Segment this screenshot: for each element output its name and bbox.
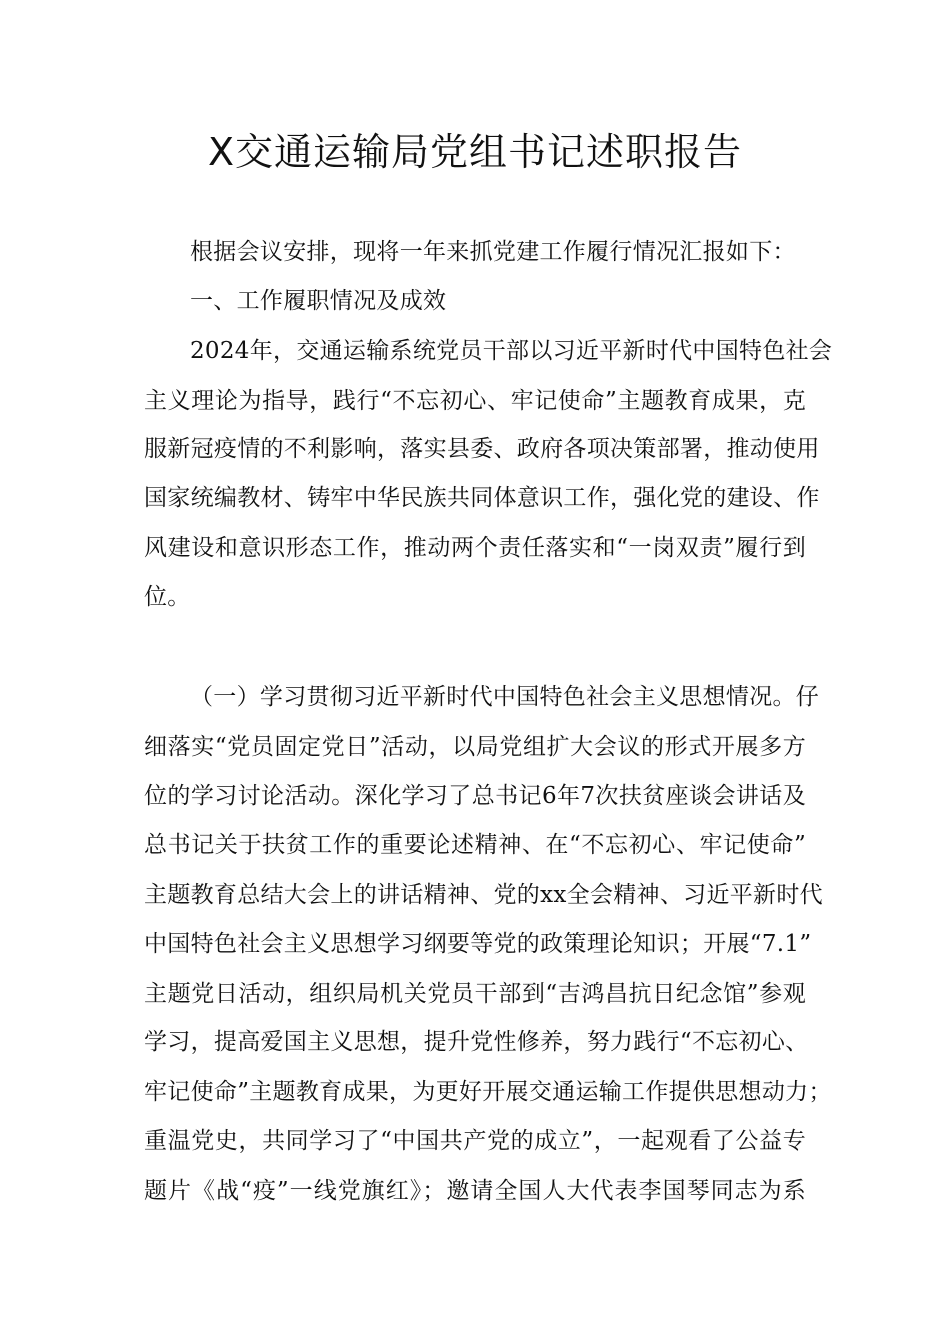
body-line: 主题教育总结大会上的讲话精神、党的xx全会精神、习近平新时代: [144, 882, 823, 908]
body-line: 服新冠疫情的不利影响，落实县委、政府各项决策部署，推动使用: [144, 436, 820, 462]
body-line: 重温党史，共同学习了“中国共产党的成立”，一起观看了公益专: [144, 1128, 806, 1154]
body-line: 总书记关于扶贫工作的重要论述精神、在“不忘初心、牢记使命”: [144, 832, 806, 858]
body-line: 主题党日活动，组织局机关党员干部到“吉鸿昌抗日纪念馆”参观: [144, 981, 806, 1007]
body-line: 主义理论为指导，践行“不忘初心、牢记使命”主题教育成果，克: [144, 388, 806, 414]
section-heading: 一、工作履职情况及成效: [190, 288, 447, 314]
subsection-heading: （一）学习贯彻习近平新时代中国特色社会主义思想情况。仔: [190, 684, 820, 710]
body-line: 根据会议安排，现将一年来抓党建工作履行情况汇报如下：: [190, 239, 796, 265]
body-line: 中国特色社会主义思想学习纲要等党的政策理论知识；开展“7.1”: [144, 931, 812, 957]
body-line: 位的学习讨论活动。深化学习了总书记6年7次扶贫座谈会讲话及: [144, 783, 806, 809]
body-line: 位。: [144, 584, 191, 610]
body-line: 细落实“党员固定党日”活动，以局党组扩大会议的形式开展多方: [144, 734, 806, 760]
body-line: 牢记使命”主题教育成果，为更好开展交通运输工作提供思想动力；: [144, 1079, 832, 1105]
body-line: 2024年，交通运输系统党员干部以习近平新时代中国特色社会: [190, 338, 833, 364]
body-line: 题片《战“疫”一线党旗红》；邀请全国人大代表李国琴同志为系: [144, 1178, 806, 1204]
document-title: X交通运输局党组书记述职报告: [207, 130, 743, 174]
body-line: 国家统编教材、铸牢中华民族共同体意识工作，强化党的建设、作: [144, 485, 820, 511]
body-line: 学习，提高爱国主义思想，提升党性修养，努力践行“不忘初心、: [144, 1029, 809, 1055]
body-line: 风建设和意识形态工作，推动两个责任落实和“一岗双责”履行到: [144, 535, 806, 561]
